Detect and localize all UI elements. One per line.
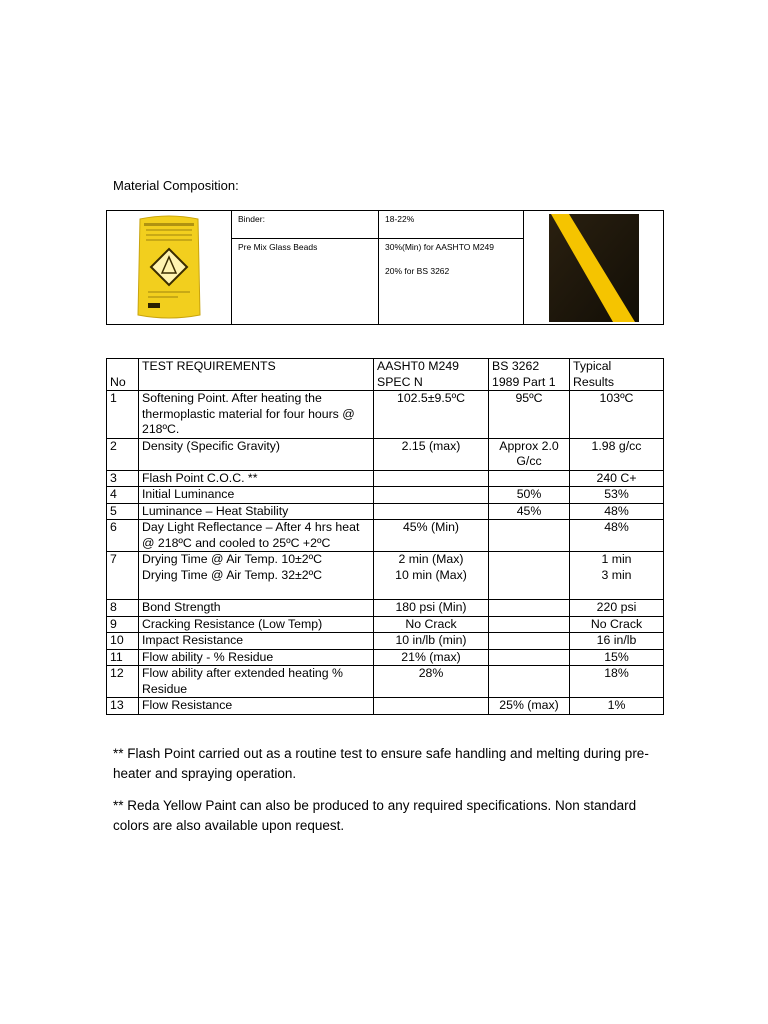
row-no: 7 bbox=[107, 552, 139, 600]
row-typical: 18% bbox=[570, 666, 664, 698]
row-aashto: 10 in/lb (min) bbox=[374, 633, 489, 650]
row-typical: No Crack bbox=[570, 616, 664, 633]
flash-point-note: ** Flash Point carried out as a routine test to ensure safe handling and melting during pre-heater and spraying operation. bbox=[113, 746, 649, 781]
row-test: Drying Time @ Air Temp. 10±2ºC Drying Time @ Air Temp. 32±2ºC bbox=[139, 552, 374, 600]
table-row bbox=[107, 520, 664, 552]
row-no: 12 bbox=[107, 666, 139, 698]
road-line-image bbox=[524, 211, 664, 325]
row-no: 8 bbox=[107, 600, 139, 617]
row-bs bbox=[489, 633, 570, 650]
row-aashto: 45% (Min) bbox=[374, 520, 489, 552]
row-bs bbox=[489, 666, 570, 698]
binder-value: 18-22% bbox=[385, 214, 415, 224]
row-bs bbox=[489, 600, 570, 617]
table-row bbox=[107, 487, 664, 504]
header-test: TEST REQUIREMENTS bbox=[139, 359, 374, 391]
header-typical: Typical Results bbox=[570, 359, 664, 391]
row-bs bbox=[489, 649, 570, 666]
row-no: 5 bbox=[107, 503, 139, 520]
row-typical: 1% bbox=[570, 698, 664, 715]
table-row bbox=[107, 391, 664, 439]
product-bag-image bbox=[107, 211, 232, 325]
binder-label: Binder: bbox=[238, 214, 265, 224]
table-row bbox=[107, 600, 664, 617]
material-composition-table bbox=[106, 210, 664, 325]
row-test: Bond Strength bbox=[139, 600, 374, 617]
row-no: 9 bbox=[107, 616, 139, 633]
row-test: Day Light Reflectance – After 4 hrs heat @ 218ºC and cooled to 25ºC +2ºC bbox=[139, 520, 374, 552]
header-bs: BS 3262 1989 Part 1 bbox=[489, 359, 570, 391]
row-bs bbox=[489, 552, 570, 600]
row-test: Flash Point C.O.C. ** bbox=[139, 470, 374, 487]
table-row bbox=[107, 616, 664, 633]
table-header-row bbox=[107, 359, 664, 391]
row-aashto bbox=[374, 487, 489, 504]
row-no: 4 bbox=[107, 487, 139, 504]
row-typical: 53% bbox=[570, 487, 664, 504]
row-no: 2 bbox=[107, 438, 139, 470]
row-typical: 48% bbox=[570, 503, 664, 520]
row-test: Flow ability after extended heating % Residue bbox=[139, 666, 374, 698]
row-bs bbox=[489, 520, 570, 552]
row-test: Softening Point. After heating the thermoplastic material for four hours @ 218ºC. bbox=[139, 391, 374, 439]
row-bs: 25% (max) bbox=[489, 698, 570, 715]
row-aashto: 28% bbox=[374, 666, 489, 698]
row-typical: 1.98 g/cc bbox=[570, 438, 664, 470]
row-no: 13 bbox=[107, 698, 139, 715]
header-no: No bbox=[107, 359, 139, 391]
specifications-note: ** Reda Yellow Paint can also be produced to any required specifications. Non standard colors are also available upon request. bbox=[113, 798, 637, 833]
glass-beads-bs-value: 20% for BS 3262 bbox=[385, 266, 450, 276]
row-aashto: 2 min (Max) 10 min (Max) bbox=[374, 552, 489, 600]
material-composition-heading: Material Composition: bbox=[113, 178, 239, 193]
row-bs: 50% bbox=[489, 487, 570, 504]
row-typical: 240 C+ bbox=[570, 470, 664, 487]
row-test: Density (Specific Gravity) bbox=[139, 438, 374, 470]
row-bs bbox=[489, 616, 570, 633]
row-aashto: 102.5±9.5ºC bbox=[374, 391, 489, 439]
row-bs bbox=[489, 470, 570, 487]
table-row bbox=[107, 633, 664, 650]
row-aashto: No Crack bbox=[374, 616, 489, 633]
table-row bbox=[107, 438, 664, 470]
row-aashto: 180 psi (Min) bbox=[374, 600, 489, 617]
table-row bbox=[107, 503, 664, 520]
table-row bbox=[107, 470, 664, 487]
row-no: 1 bbox=[107, 391, 139, 439]
table-row bbox=[107, 666, 664, 698]
row-bs: 45% bbox=[489, 503, 570, 520]
row-no: 3 bbox=[107, 470, 139, 487]
row-aashto: 2.15 (max) bbox=[374, 438, 489, 470]
row-aashto bbox=[374, 470, 489, 487]
row-bs: Approx 2.0 G/cc bbox=[489, 438, 570, 470]
row-aashto bbox=[374, 698, 489, 715]
row-test: Luminance – Heat Stability bbox=[139, 503, 374, 520]
table-row bbox=[107, 552, 664, 600]
row-test: Flow Resistance bbox=[139, 698, 374, 715]
row-bs: 95ºC bbox=[489, 391, 570, 439]
test-requirements-table bbox=[106, 358, 664, 715]
row-aashto: 21% (max) bbox=[374, 649, 489, 666]
row-typical: 48% bbox=[570, 520, 664, 552]
row-test: Cracking Resistance (Low Temp) bbox=[139, 616, 374, 633]
row-typical: 15% bbox=[570, 649, 664, 666]
table-row bbox=[107, 698, 664, 715]
row-typical: 1 min 3 min bbox=[570, 552, 664, 600]
row-test: Impact Resistance bbox=[139, 633, 374, 650]
row-no: 10 bbox=[107, 633, 139, 650]
row-typical: 220 psi bbox=[570, 600, 664, 617]
row-typical: 16 in/lb bbox=[570, 633, 664, 650]
glass-beads-aashto-value: 30%(Min) for AASHTO M249 bbox=[385, 242, 494, 252]
header-aashto: AASHT0 M249 SPEC N bbox=[374, 359, 489, 391]
row-no: 6 bbox=[107, 520, 139, 552]
glass-beads-label: Pre Mix Glass Beads bbox=[238, 242, 318, 252]
table-row bbox=[107, 649, 664, 666]
row-typical: 103ºC bbox=[570, 391, 664, 439]
row-no: 11 bbox=[107, 649, 139, 666]
row-aashto bbox=[374, 503, 489, 520]
row-test: Flow ability - % Residue bbox=[139, 649, 374, 666]
row-test: Initial Luminance bbox=[139, 487, 374, 504]
